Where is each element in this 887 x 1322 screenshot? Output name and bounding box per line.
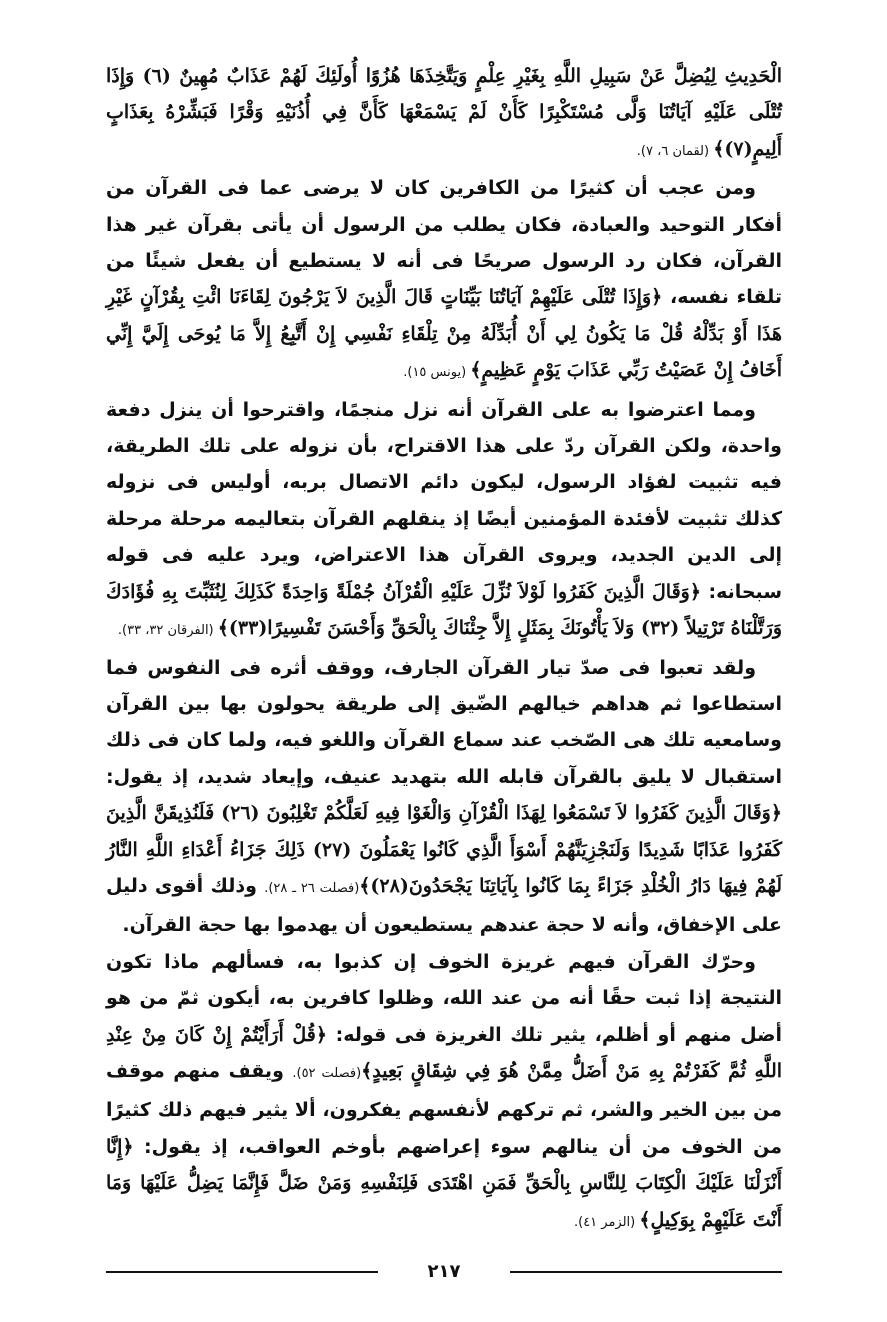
paragraph-3 [106, 392, 782, 650]
paragraph-4 [106, 650, 782, 944]
verse-reference: (فصلت ٢٦ ـ ٢٨). [264, 880, 360, 896]
paragraph-text: ومن عجب أن كثيرًا من الكافرين كان لا يرضى عما فى القرآن من أفكار التوحيد والعبادة، فكان يطلب من الرسول أن يأتى بقرآن غير هذا القرآن، فكان رد الرسول صريحًا فى أنه لا يستطيع أن يفعل شيئًا من تلقاء نفسه، [106, 177, 783, 309]
verse-reference: (يونس ١٥). [403, 365, 471, 381]
quran-verse: الْحَدِيثِ لِيُضِلَّ عَنْ سَبِيلِ اللَّهِ بِغَيْرِ عِلْمٍ وَيَتَّخِذَهَا هُزُوًا أُولَئِكَ لَهُمْ عَذَابٌ مُهِينٌ (٦) وَإِذَا تُتْلَى عَلَيْهِ آيَاتُنَا وَلَّى مُسْتَكْبِرًا كَأَنْ لَمْ يَسْمَعْهَا كَأَنَّ فِي أُذُنَيْهِ وَقْرًا فَبَشِّرْهُ بِعَذَابٍ أَلِيمٍ(٧)﴾ [106, 65, 782, 160]
body-text [106, 58, 782, 1241]
quran-verse: ﴿وَإِذَا تُتْلَى عَلَيْهِمْ آيَاتُنَا بَيِّنَاتٍ قَالَ الَّذِينَ لاَ يَرْجُونَ لِقَاءَنَا ائْتِ بِقُرْآنٍ غَيْرِ هَذَا أَوْ بَدِّلْهُ قُلْ مَا يَكُونُ لِي أَنْ أُبَدِّلَهُ مِنْ تِلْقَاءِ نَفْسِي إِنْ أَتَّبِعُ إِلاَّ مَا يُوحَى إِلَيَّ إِنِّي أَخَافُ إِنْ عَصَيْتُ رَبِّي عَذَابَ يَوْمٍ عَظِيمٍ﴾ [106, 286, 782, 382]
page-footer [106, 1258, 782, 1286]
footer-rule-left [106, 1271, 378, 1273]
paragraph-text: ويقف منهم موقف من بين الخير والشر، ثم تركهم لأنفسهم يفكرون، ألا يثير فيهم ذلك كثيرًا من الخوف من أن ينالهم سوء إعراضهم بأوخم العواقب، إذ يقول: [106, 1059, 782, 1158]
quran-verse: ﴿وَقَالَ الَّذِينَ كَفَرُوا لاَ تَسْمَعُوا لِهَذَا الْقُرْآنِ وَالْغَوْا فِيهِ لَعَلَّكُمْ تَغْلِبُونَ (٢٦) فَلَنُذِيقَنَّ الَّذِينَ كَفَرُوا عَذَابًا شَدِيدًا وَلَنَجْزِيَنَّهُمْ أَسْوَأَ الَّذِي كَانُوا يَعْمَلُونَ (٢٧) ذَلِكَ جَزَاءُ أَعْدَاءِ اللَّهِ النَّارُ لَهُمْ فِيهَا دَارُ الْخُلْدِ جَزَاءً بِمَا كَانُوا بِآيَاتِنَا يَجْحَدُونَ(٢٨)﴾ [106, 802, 782, 897]
footer-rule-right [510, 1271, 782, 1273]
page-number: ٢١٧ [427, 1261, 461, 1282]
verse-reference: (لقمان ٦، ٧). [636, 143, 714, 159]
quran-verse: ﴿قُلْ أَرَأَيْتُمْ إِنْ كَانَ مِنْ عِنْدِ اللَّهِ ثُمَّ كَفَرْتُمْ بِهِ مَنْ أَضَلُّ مِمَّنْ هُوَ فِي شِقَاقٍ بَعِيدٍ﴾ [106, 1023, 783, 1082]
paragraph-text: ومما اعترضوا به على القرآن أنه نزل منجمًا، واقترحوا أن ينزل دفعة واحدة، ولكن القرآن ردّ على هذا الاقتراح، بأن نزوله على تلك الطريقة، فيه تثبيت لفؤاد الرسول، ليكون دائم الاتصال بربه، أوليس فى نزوله كذلك تثبيت لأفئدة المؤمنين أيضًا إذ ينقلهم القرآن بتعاليمه مرحلة مرحلة إلى الدين الجديد، ويروى القرآن هذا الاعتراض، ويرد عليه فى قوله سبحانه: [106, 398, 782, 603]
paragraph-text: ولقد تعبوا فى صدّ تيار القرآن الجارف، ووقف أثره فى النفوس فما استطاعوا ثم هداهم خيالهم الضّيق إلى طريقة يحولون بها بين القرآن وسامعيه تلك هى الصّخب عند سماع القرآن واللغو فيه، ولما كان فى ذلك استقبال لا يليق بالقرآن قابله الله بتهديد عنيف، وإيعاد شديد، إذ يقول: [106, 656, 782, 788]
verse-reference: (الفرقان ٣٢، ٣٣). [117, 623, 218, 639]
paragraph-5 [106, 944, 782, 1241]
verse-reference: (فصلت ٥٢). [292, 1065, 362, 1081]
paragraph-text: وحرّك القرآن فيهم غريزة الخوف إن كذبوا به، فسألهم ماذا تكون النتيجة إذا ثبت حقًا أنه من عند الله، وظلوا كافرين به، أيكون ثمّ من هو أضل منهم أو أظلم، يثير تلك الغريزة فى قوله: [106, 950, 782, 1046]
paragraph-text: وذلك أقوى دليل على الإخفاق، وأنه لا حجة عندهم يستطيعون أن يهدموا بها حجة القرآن. [106, 874, 782, 937]
quran-verse: ﴿إِنَّا أَنْزَلْنَا عَلَيْكَ الْكِتَابَ لِلنَّاسِ بِالْحَقِّ فَمَنِ اهْتَدَى فَلِنَفْسِهِ وَمَنْ ضَلَّ فَإِنَّمَا يَضِلُّ عَلَيْهَا وَمَا أَنْتَ عَلَيْهِمْ بِوَكِيلٍ﴾ [106, 1135, 782, 1231]
paragraph-2 [106, 170, 782, 391]
quran-verse: ﴿وَقَالَ الَّذِينَ كَفَرُوا لَوْلاَ نُزِّلَ عَلَيْهِ الْقُرْآنُ جُمْلَةً وَاحِدَةً كَذَلِكَ لِنُثَبِّتَ بِهِ فُؤَادَكَ وَرَتَّلْنَاهُ تَرْتِيلاً (٣٢) وَلاَ يَأْتُونَكَ بِمَثَلٍ إِلاَّ جِئْنَاكَ بِالْحَقِّ وَأَحْسَنَ تَفْسِيرًا(٣٣)﴾ [106, 580, 782, 640]
verse-reference: (الزمر ٤١). [573, 1214, 640, 1230]
paragraph-1 [106, 58, 782, 170]
